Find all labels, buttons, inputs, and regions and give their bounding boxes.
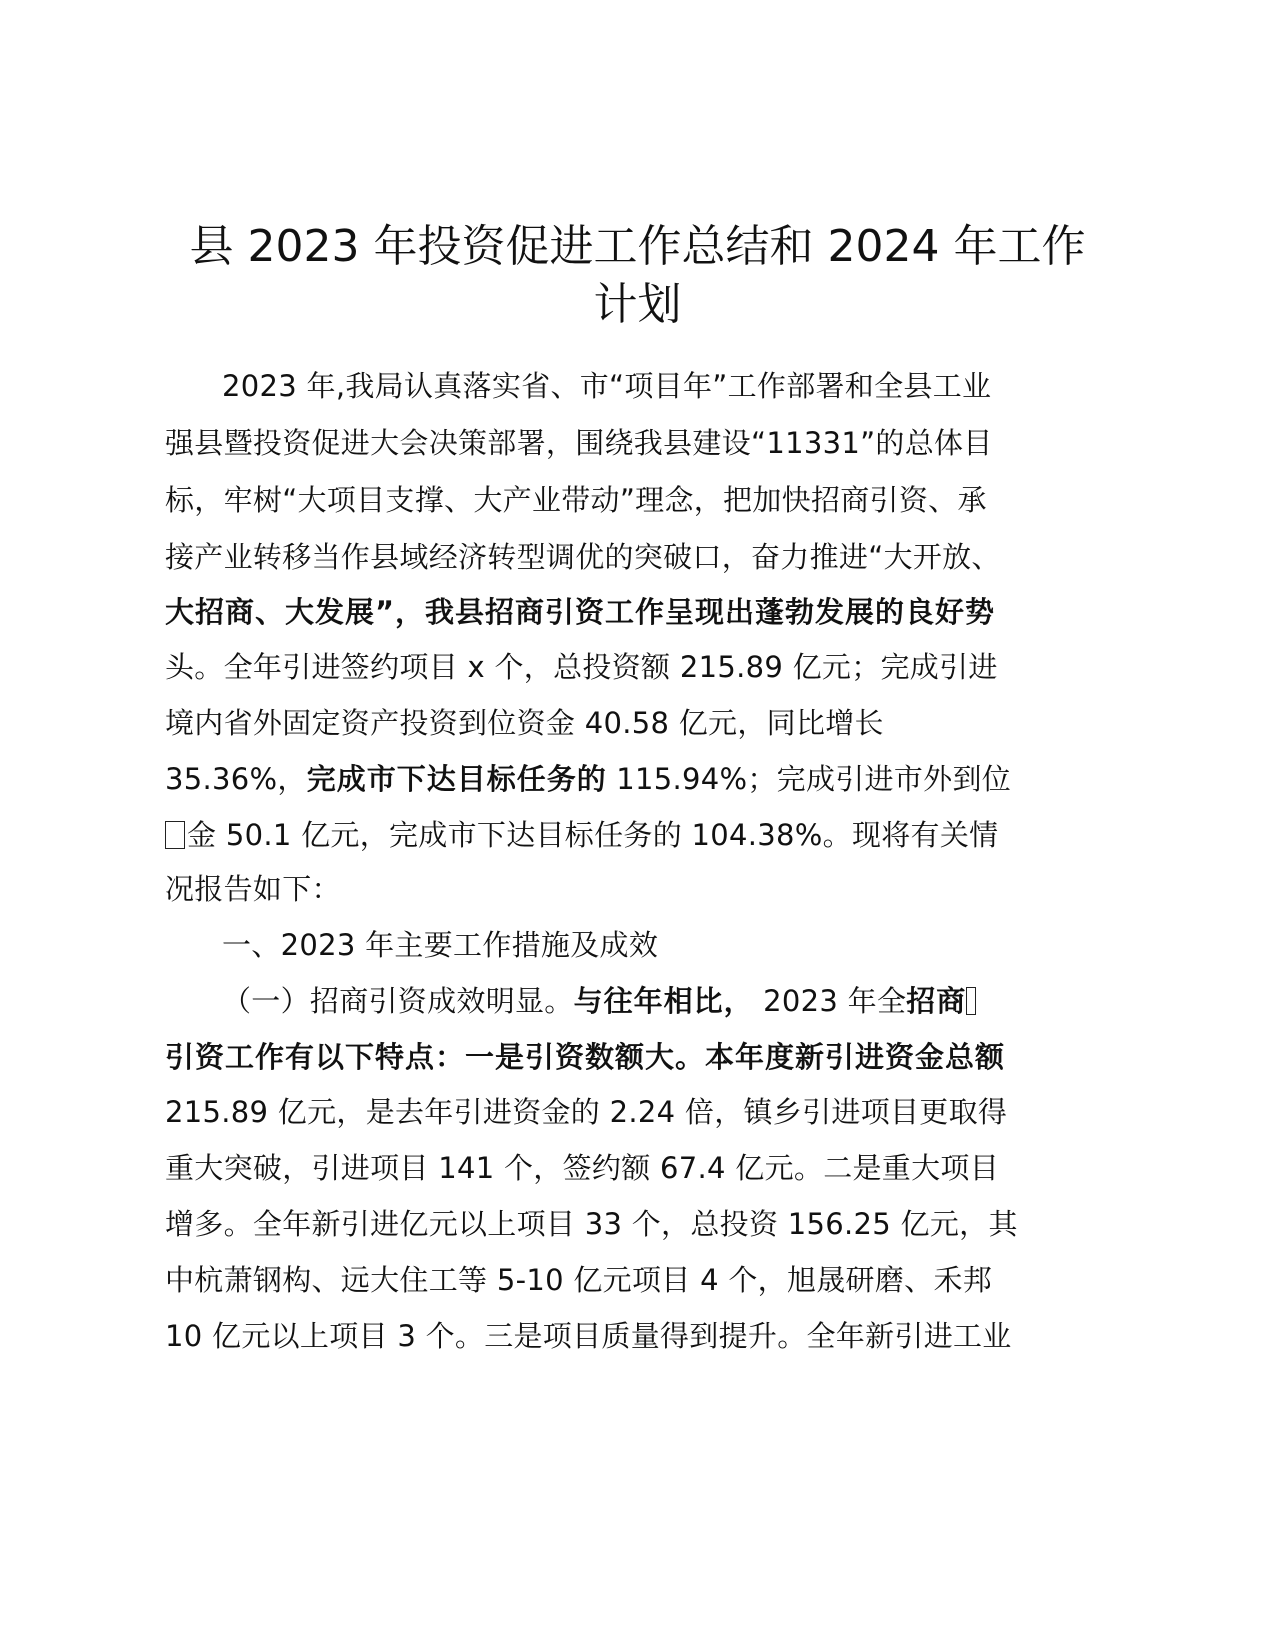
missing-glyph-box (165, 821, 185, 849)
paragraph-1-line-8-end: 115.94%；完成引进市外到位 (606, 762, 1012, 796)
paragraph-1-line-2: 强县暨投资促进大会决策部署，围绕我县建设“11331”的总体目 (165, 426, 993, 460)
paragraph-2-line-1-mid: 2023 年全 (753, 984, 907, 1018)
title-line-2: 计划 (593, 279, 682, 330)
paragraph-1-line-8 (165, 759, 1011, 799)
paragraph-1-line-1: 2023 年,我局认真落实省、市“项目年”工作部署和全县工业 (222, 369, 992, 403)
paragraph-2-line-4: 重大突破，引进项目 141 个，签约额 67.4 亿元。二是重大项目 (165, 1151, 999, 1185)
title-line-1: 县 2023 年投资促进工作总结和 2024 年工作 (189, 221, 1086, 272)
paragraph-1-line-3: 标，牢树“大项目支撑、大产业带动”理念，把加快招商引资、承 (165, 483, 987, 517)
paragraph-2-line-5: 增多。全年新引进亿元以上项目 33 个，总投资 156.25 亿元，其 (165, 1207, 1018, 1241)
paragraph-1-line-8-start: 35.36%， (165, 762, 307, 796)
paragraph-2-line-2: 引资工作有以下特点：一是引资数额大。本年度新引进资金总额 (165, 1040, 1006, 1074)
paragraph-1-line-9-text: 金 50.1 亿元，完成市下达目标任务的 104.38%。现将有关情 (187, 818, 999, 852)
paragraph-1-line-10: 况报告如下： (165, 872, 341, 906)
paragraph-1-line-7: 境内省外固定资产投资到位资金 40.58 亿元，同比增长 (165, 706, 884, 740)
paragraph-2-line-1-box-text: 招商 (906, 984, 967, 1018)
paragraph-1-line-9 (165, 815, 998, 855)
paragraph-1-line-5: 大招商、大发展”，我县招商引资工作呈现出蓬勃发展的良好势 (165, 595, 996, 629)
document-title (150, 218, 1125, 334)
paragraph-2-line-1-bold: 与往年相比， (573, 984, 754, 1018)
paragraph-2-line-7: 10 亿元以上项目 3 个。三是项目质量得到提升。全年新引进工业 (165, 1319, 1012, 1353)
paragraph-2-line-6: 中杭萧钢构、远大住工等 5-10 亿元项目 4 个，旭晟研磨、禾邦 (165, 1263, 993, 1297)
paragraph-2-line-1-start: （一）招商引资成效明显。 (222, 984, 574, 1018)
missing-glyph-box-2 (966, 987, 976, 1015)
paragraph-2-line-3: 215.89 亿元，是去年引进资金的 2.24 倍，镇乡引进项目更取得 (165, 1095, 1008, 1129)
paragraph-2-line-1 (222, 981, 978, 1021)
section-1-heading: 一、2023 年主要工作措施及成效 (222, 928, 659, 962)
paragraph-1-line-8-bold: 完成市下达目标任务的 (306, 762, 607, 796)
paragraph-1-line-4: 接产业转移当作县域经济转型调优的突破口，奋力推进“大开放、 (165, 540, 1001, 574)
paragraph-1-line-6: 头。全年引进签约项目 x 个，总投资额 215.89 亿元；完成引进 (165, 650, 998, 684)
